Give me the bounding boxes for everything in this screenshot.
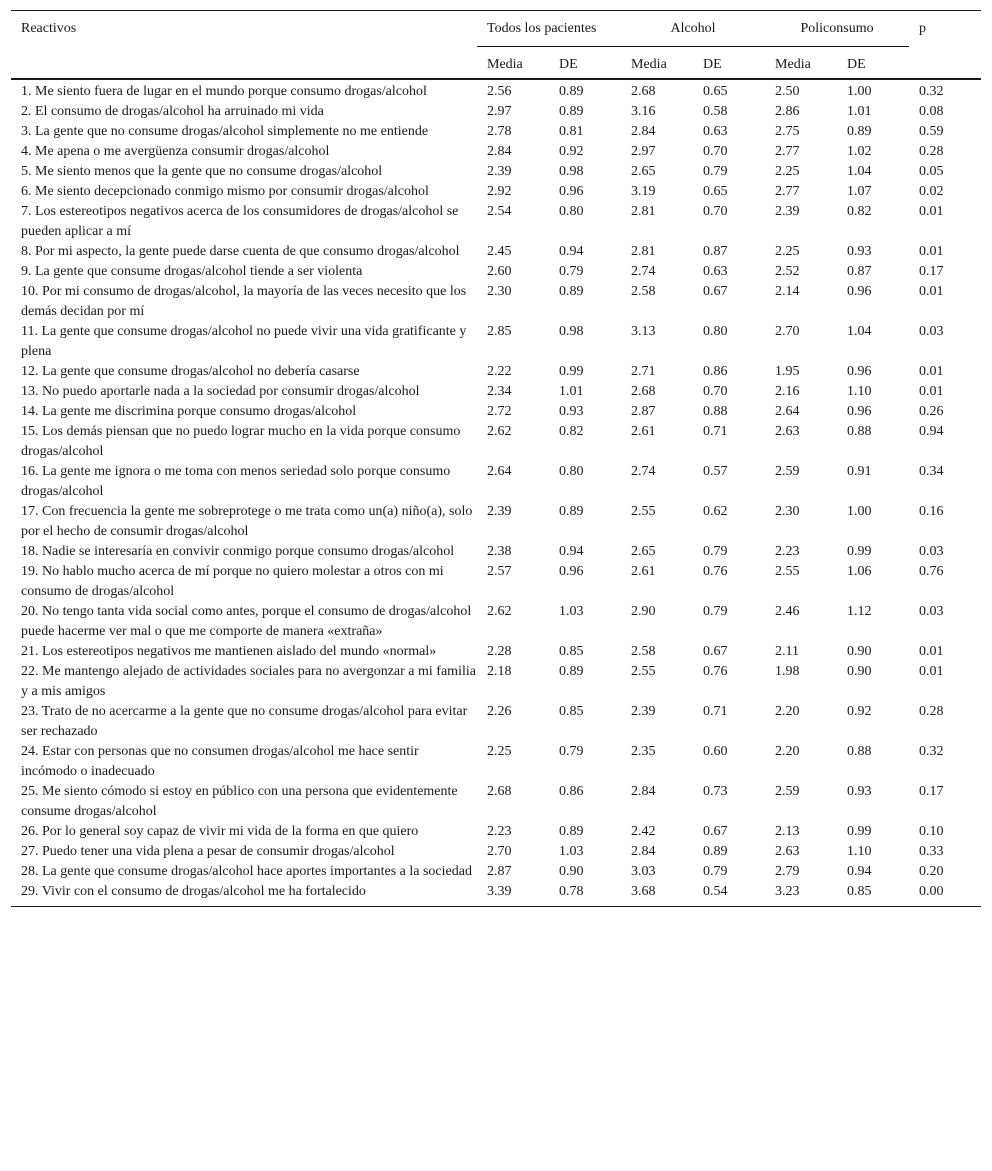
p-value-cell: 0.01 bbox=[919, 664, 944, 679]
item-cell: 5. Me siento menos que la gente que no consume drogas/alcohol bbox=[21, 164, 383, 179]
item-cell: 3. La gente que no consume drogas/alcohol simplemente no me entiende bbox=[21, 124, 429, 139]
table-row bbox=[11, 362, 981, 382]
all-mean-cell: 2.85 bbox=[487, 324, 512, 339]
table-row bbox=[11, 182, 981, 202]
item-cell: 29. Vivir con el consumo de drogas/alcohol me ha fortalecido bbox=[21, 884, 366, 899]
p-value-cell: 0.03 bbox=[919, 604, 944, 619]
alc-mean-cell: 2.84 bbox=[631, 784, 656, 799]
all-sd-cell: 0.89 bbox=[559, 84, 584, 99]
item-cell: 16. La gente me ignora o me toma con menos seriedad solo porque consumo drogas/alcohol bbox=[21, 464, 451, 499]
p-value-cell: 0.28 bbox=[919, 704, 944, 719]
alc-mean-cell: 2.71 bbox=[631, 364, 656, 379]
table-row bbox=[11, 402, 981, 422]
p-value-cell: 0.01 bbox=[919, 284, 944, 299]
alc-mean-cell: 3.19 bbox=[631, 184, 656, 199]
poly-sd-cell: 1.00 bbox=[847, 84, 872, 99]
all-mean-cell: 2.87 bbox=[487, 864, 512, 879]
poly-sd-cell: 1.01 bbox=[847, 104, 872, 119]
table-row bbox=[11, 882, 981, 907]
all-mean-cell: 2.57 bbox=[487, 564, 512, 579]
alc-sd-cell: 0.62 bbox=[703, 504, 728, 519]
header-p: p bbox=[919, 21, 927, 36]
alc-mean-cell: 2.65 bbox=[631, 164, 656, 179]
alc-sd-cell: 0.63 bbox=[703, 264, 728, 279]
poly-sd-cell: 0.85 bbox=[847, 884, 872, 899]
poly-sd-cell: 1.04 bbox=[847, 164, 872, 179]
header-group-alcohol-label: Alcohol bbox=[621, 19, 765, 47]
all-mean-cell: 2.54 bbox=[487, 204, 512, 219]
header-group-poly bbox=[765, 11, 909, 48]
item-cell: 8. Por mi aspecto, la gente puede darse cuenta de que consumo drogas/alcohol bbox=[21, 244, 460, 259]
table-row bbox=[11, 502, 981, 542]
table-row bbox=[11, 562, 981, 602]
p-value-cell: 0.34 bbox=[919, 464, 944, 479]
p-value-cell: 0.32 bbox=[919, 744, 944, 759]
all-mean-cell: 2.39 bbox=[487, 504, 512, 519]
p-value-cell: 0.59 bbox=[919, 124, 944, 139]
all-sd-cell: 0.81 bbox=[559, 124, 584, 139]
poly-mean-cell: 2.79 bbox=[775, 864, 800, 879]
table-row bbox=[11, 642, 981, 662]
poly-sd-cell: 1.00 bbox=[847, 504, 872, 519]
alc-sd-cell: 0.79 bbox=[703, 864, 728, 879]
item-cell: 18. Nadie se interesaría en convivir conmigo porque consumo drogas/alcohol bbox=[21, 544, 455, 559]
all-mean-cell: 2.28 bbox=[487, 644, 512, 659]
alc-sd-cell: 0.71 bbox=[703, 424, 728, 439]
alc-sd-cell: 0.88 bbox=[703, 404, 728, 419]
item-cell: 17. Con frecuencia la gente me sobreprotege o me trata como un(a) niño(a), solo por el hecho de consumir drogas/alcohol bbox=[21, 504, 473, 539]
poly-mean-cell: 2.20 bbox=[775, 704, 800, 719]
all-mean-cell: 2.62 bbox=[487, 424, 512, 439]
alc-mean-cell: 2.74 bbox=[631, 464, 656, 479]
table-row bbox=[11, 822, 981, 842]
table-row bbox=[11, 462, 981, 502]
poly-sd-cell: 1.04 bbox=[847, 324, 872, 339]
poly-mean-cell: 2.50 bbox=[775, 84, 800, 99]
p-value-cell: 0.76 bbox=[919, 564, 944, 579]
table-row bbox=[11, 862, 981, 882]
item-cell: 6. Me siento decepcionado conmigo mismo por consumir drogas/alcohol bbox=[21, 184, 429, 199]
header-poly-sd: DE bbox=[847, 57, 866, 72]
poly-mean-cell: 2.63 bbox=[775, 424, 800, 439]
item-cell: 12. La gente que consume drogas/alcohol no debería casarse bbox=[21, 364, 360, 379]
table-row bbox=[11, 262, 981, 282]
poly-mean-cell: 2.64 bbox=[775, 404, 800, 419]
all-mean-cell: 2.62 bbox=[487, 604, 512, 619]
alc-mean-cell: 2.84 bbox=[631, 124, 656, 139]
item-cell: 25. Me siento cómodo si estoy en público con una persona que evidentemente consume drogas/alcohol bbox=[21, 784, 458, 819]
all-sd-cell: 0.98 bbox=[559, 164, 584, 179]
item-cell: 28. La gente que consume drogas/alcohol hace aportes importantes a la sociedad bbox=[21, 864, 472, 879]
all-mean-cell: 2.22 bbox=[487, 364, 512, 379]
alc-sd-cell: 0.79 bbox=[703, 164, 728, 179]
header-reactivos: Reactivos bbox=[21, 21, 77, 36]
alc-mean-cell: 2.39 bbox=[631, 704, 656, 719]
table-row bbox=[11, 382, 981, 402]
p-value-cell: 0.16 bbox=[919, 504, 944, 519]
all-sd-cell: 0.90 bbox=[559, 864, 584, 879]
all-sd-cell: 0.89 bbox=[559, 664, 584, 679]
table-body bbox=[11, 79, 981, 907]
all-mean-cell: 2.72 bbox=[487, 404, 512, 419]
item-cell: 11. La gente que consume drogas/alcohol no puede vivir una vida gratificante y plena bbox=[21, 324, 467, 359]
results-table bbox=[11, 10, 981, 907]
poly-sd-cell: 0.82 bbox=[847, 204, 872, 219]
poly-sd-cell: 0.90 bbox=[847, 664, 872, 679]
alc-sd-cell: 0.70 bbox=[703, 384, 728, 399]
all-sd-cell: 0.85 bbox=[559, 704, 584, 719]
header-all-sd: DE bbox=[559, 57, 578, 72]
table-row bbox=[11, 322, 981, 362]
poly-mean-cell: 2.46 bbox=[775, 604, 800, 619]
poly-mean-cell: 2.30 bbox=[775, 504, 800, 519]
alc-mean-cell: 3.68 bbox=[631, 884, 656, 899]
poly-sd-cell: 0.89 bbox=[847, 124, 872, 139]
table-row bbox=[11, 702, 981, 742]
poly-mean-cell: 2.55 bbox=[775, 564, 800, 579]
alc-sd-cell: 0.76 bbox=[703, 564, 728, 579]
poly-mean-cell: 1.95 bbox=[775, 364, 800, 379]
alc-sd-cell: 0.67 bbox=[703, 284, 728, 299]
p-value-cell: 0.33 bbox=[919, 844, 944, 859]
alc-sd-cell: 0.79 bbox=[703, 604, 728, 619]
table-row bbox=[11, 662, 981, 702]
p-value-cell: 0.94 bbox=[919, 424, 944, 439]
poly-mean-cell: 2.11 bbox=[775, 644, 800, 659]
alc-sd-cell: 0.79 bbox=[703, 544, 728, 559]
alc-mean-cell: 2.42 bbox=[631, 824, 656, 839]
poly-sd-cell: 0.96 bbox=[847, 404, 872, 419]
alc-mean-cell: 2.97 bbox=[631, 144, 656, 159]
all-sd-cell: 0.89 bbox=[559, 104, 584, 119]
poly-mean-cell: 2.52 bbox=[775, 264, 800, 279]
table-row bbox=[11, 842, 981, 862]
alc-sd-cell: 0.87 bbox=[703, 244, 728, 259]
poly-sd-cell: 1.10 bbox=[847, 384, 872, 399]
table-row bbox=[11, 142, 981, 162]
all-sd-cell: 0.96 bbox=[559, 564, 584, 579]
all-mean-cell: 2.64 bbox=[487, 464, 512, 479]
header-group-poly-label: Policonsumo bbox=[765, 19, 909, 47]
all-mean-cell: 2.84 bbox=[487, 144, 512, 159]
all-mean-cell: 2.70 bbox=[487, 844, 512, 859]
table-row bbox=[11, 282, 981, 322]
all-mean-cell: 3.39 bbox=[487, 884, 512, 899]
all-sd-cell: 0.89 bbox=[559, 504, 584, 519]
poly-mean-cell: 2.77 bbox=[775, 144, 800, 159]
all-mean-cell: 2.34 bbox=[487, 384, 512, 399]
table-row bbox=[11, 742, 981, 782]
all-mean-cell: 2.97 bbox=[487, 104, 512, 119]
p-value-cell: 0.01 bbox=[919, 364, 944, 379]
alc-sd-cell: 0.71 bbox=[703, 704, 728, 719]
alc-sd-cell: 0.60 bbox=[703, 744, 728, 759]
table-row bbox=[11, 422, 981, 462]
poly-mean-cell: 2.59 bbox=[775, 784, 800, 799]
alc-mean-cell: 2.81 bbox=[631, 244, 656, 259]
poly-mean-cell: 2.63 bbox=[775, 844, 800, 859]
poly-sd-cell: 0.87 bbox=[847, 264, 872, 279]
alc-sd-cell: 0.70 bbox=[703, 204, 728, 219]
all-mean-cell: 2.92 bbox=[487, 184, 512, 199]
poly-sd-cell: 0.96 bbox=[847, 364, 872, 379]
poly-sd-cell: 0.99 bbox=[847, 824, 872, 839]
table-row bbox=[11, 602, 981, 642]
all-mean-cell: 2.78 bbox=[487, 124, 512, 139]
p-value-cell: 0.32 bbox=[919, 84, 944, 99]
table-row bbox=[11, 79, 981, 102]
item-cell: 27. Puedo tener una vida plena a pesar de consumir drogas/alcohol bbox=[21, 844, 395, 859]
all-sd-cell: 1.01 bbox=[559, 384, 584, 399]
poly-sd-cell: 0.94 bbox=[847, 864, 872, 879]
all-sd-cell: 0.82 bbox=[559, 424, 584, 439]
all-sd-cell: 0.79 bbox=[559, 744, 584, 759]
poly-mean-cell: 2.13 bbox=[775, 824, 800, 839]
alc-mean-cell: 2.55 bbox=[631, 664, 656, 679]
all-sd-cell: 0.94 bbox=[559, 544, 584, 559]
alc-sd-cell: 0.80 bbox=[703, 324, 728, 339]
alc-mean-cell: 2.58 bbox=[631, 644, 656, 659]
item-cell: 13. No puedo aportarle nada a la sociedad por consumir drogas/alcohol bbox=[21, 384, 420, 399]
poly-sd-cell: 0.93 bbox=[847, 784, 872, 799]
item-cell: 19. No hablo mucho acerca de mí porque no quiero molestar a otros con mi consumo de drogas/alcohol bbox=[21, 564, 444, 599]
alc-sd-cell: 0.63 bbox=[703, 124, 728, 139]
alc-sd-cell: 0.67 bbox=[703, 824, 728, 839]
all-mean-cell: 2.68 bbox=[487, 784, 512, 799]
p-value-cell: 0.17 bbox=[919, 264, 944, 279]
p-value-cell: 0.28 bbox=[919, 144, 944, 159]
poly-mean-cell: 2.59 bbox=[775, 464, 800, 479]
all-sd-cell: 0.99 bbox=[559, 364, 584, 379]
alc-sd-cell: 0.70 bbox=[703, 144, 728, 159]
header-group-all bbox=[477, 11, 621, 48]
table-row bbox=[11, 102, 981, 122]
all-sd-cell: 1.03 bbox=[559, 844, 584, 859]
poly-sd-cell: 1.12 bbox=[847, 604, 872, 619]
alc-mean-cell: 2.74 bbox=[631, 264, 656, 279]
poly-sd-cell: 0.90 bbox=[847, 644, 872, 659]
all-sd-cell: 0.80 bbox=[559, 204, 584, 219]
alc-sd-cell: 0.65 bbox=[703, 184, 728, 199]
poly-sd-cell: 0.93 bbox=[847, 244, 872, 259]
alc-sd-cell: 0.54 bbox=[703, 884, 728, 899]
item-cell: 1. Me siento fuera de lugar en el mundo porque consumo drogas/alcohol bbox=[21, 84, 427, 99]
poly-mean-cell: 2.14 bbox=[775, 284, 800, 299]
poly-mean-cell: 2.20 bbox=[775, 744, 800, 759]
item-cell: 14. La gente me discrimina porque consumo drogas/alcohol bbox=[21, 404, 357, 419]
p-value-cell: 0.02 bbox=[919, 184, 944, 199]
alc-mean-cell: 3.03 bbox=[631, 864, 656, 879]
all-mean-cell: 2.38 bbox=[487, 544, 512, 559]
all-sd-cell: 1.03 bbox=[559, 604, 584, 619]
poly-mean-cell: 1.98 bbox=[775, 664, 800, 679]
all-sd-cell: 0.78 bbox=[559, 884, 584, 899]
item-cell: 7. Los estereotipos negativos acerca de los consumidores de drogas/alcohol se pueden aplicar a mí bbox=[21, 204, 459, 239]
poly-mean-cell: 2.16 bbox=[775, 384, 800, 399]
p-value-cell: 0.08 bbox=[919, 104, 944, 119]
poly-mean-cell: 3.23 bbox=[775, 884, 800, 899]
alc-mean-cell: 2.68 bbox=[631, 84, 656, 99]
all-sd-cell: 0.89 bbox=[559, 824, 584, 839]
poly-mean-cell: 2.75 bbox=[775, 124, 800, 139]
p-value-cell: 0.17 bbox=[919, 784, 944, 799]
table-row bbox=[11, 542, 981, 562]
all-mean-cell: 2.18 bbox=[487, 664, 512, 679]
p-value-cell: 0.20 bbox=[919, 864, 944, 879]
poly-mean-cell: 2.70 bbox=[775, 324, 800, 339]
all-mean-cell: 2.26 bbox=[487, 704, 512, 719]
all-mean-cell: 2.23 bbox=[487, 824, 512, 839]
poly-sd-cell: 0.92 bbox=[847, 704, 872, 719]
alc-mean-cell: 2.87 bbox=[631, 404, 656, 419]
item-cell: 23. Trato de no acercarme a la gente que no consume drogas/alcohol para evitar ser rechazado bbox=[21, 704, 468, 739]
p-value-cell: 0.01 bbox=[919, 204, 944, 219]
alc-mean-cell: 2.84 bbox=[631, 844, 656, 859]
alc-mean-cell: 3.16 bbox=[631, 104, 656, 119]
item-cell: 22. Me mantengo alejado de actividades sociales para no avergonzar a mi familia y a mis amigos bbox=[21, 664, 476, 699]
alc-mean-cell: 2.61 bbox=[631, 424, 656, 439]
item-cell: 9. La gente que consume drogas/alcohol tiende a ser violenta bbox=[21, 264, 363, 279]
header-poly-mean: Media bbox=[775, 57, 811, 72]
item-cell: 2. El consumo de drogas/alcohol ha arruinado mi vida bbox=[21, 104, 324, 119]
item-cell: 21. Los estereotipos negativos me mantienen aislado del mundo «normal» bbox=[21, 644, 437, 659]
poly-sd-cell: 0.91 bbox=[847, 464, 872, 479]
poly-sd-cell: 0.88 bbox=[847, 424, 872, 439]
item-cell: 10. Por mi consumo de drogas/alcohol, la mayoría de las veces necesito que los demás decidan por mí bbox=[21, 284, 467, 319]
all-sd-cell: 0.98 bbox=[559, 324, 584, 339]
alc-mean-cell: 2.55 bbox=[631, 504, 656, 519]
item-cell: 15. Los demás piensan que no puedo lograr mucho en la vida porque consumo drogas/alcohol bbox=[21, 424, 461, 459]
poly-sd-cell: 1.02 bbox=[847, 144, 872, 159]
table-row bbox=[11, 122, 981, 142]
item-cell: 4. Me apena o me avergüenza consumir drogas/alcohol bbox=[21, 144, 330, 159]
header-group-alcohol bbox=[621, 11, 765, 48]
all-sd-cell: 0.85 bbox=[559, 644, 584, 659]
alc-sd-cell: 0.65 bbox=[703, 84, 728, 99]
all-sd-cell: 0.93 bbox=[559, 404, 584, 419]
p-value-cell: 0.00 bbox=[919, 884, 944, 899]
header-alc-mean: Media bbox=[631, 57, 667, 72]
all-sd-cell: 0.96 bbox=[559, 184, 584, 199]
alc-mean-cell: 3.13 bbox=[631, 324, 656, 339]
alc-sd-cell: 0.58 bbox=[703, 104, 728, 119]
item-cell: 24. Estar con personas que no consumen drogas/alcohol me hace sentir incómodo o inadecuado bbox=[21, 744, 419, 779]
table-header bbox=[11, 11, 981, 80]
alc-mean-cell: 2.81 bbox=[631, 204, 656, 219]
poly-sd-cell: 1.07 bbox=[847, 184, 872, 199]
table-row bbox=[11, 202, 981, 242]
header-group-all-label: Todos los pacientes bbox=[477, 19, 621, 47]
alc-sd-cell: 0.57 bbox=[703, 464, 728, 479]
all-mean-cell: 2.45 bbox=[487, 244, 512, 259]
all-sd-cell: 0.79 bbox=[559, 264, 584, 279]
alc-sd-cell: 0.89 bbox=[703, 844, 728, 859]
table-row bbox=[11, 782, 981, 822]
item-cell: 26. Por lo general soy capaz de vivir mi vida de la forma en que quiero bbox=[21, 824, 419, 839]
p-value-cell: 0.26 bbox=[919, 404, 944, 419]
poly-mean-cell: 2.23 bbox=[775, 544, 800, 559]
alc-mean-cell: 2.58 bbox=[631, 284, 656, 299]
poly-sd-cell: 0.96 bbox=[847, 284, 872, 299]
table-row bbox=[11, 162, 981, 182]
alc-sd-cell: 0.86 bbox=[703, 364, 728, 379]
alc-sd-cell: 0.67 bbox=[703, 644, 728, 659]
p-value-cell: 0.03 bbox=[919, 324, 944, 339]
alc-mean-cell: 2.68 bbox=[631, 384, 656, 399]
all-mean-cell: 2.30 bbox=[487, 284, 512, 299]
poly-mean-cell: 2.25 bbox=[775, 164, 800, 179]
p-value-cell: 0.01 bbox=[919, 384, 944, 399]
alc-mean-cell: 2.65 bbox=[631, 544, 656, 559]
all-sd-cell: 0.80 bbox=[559, 464, 584, 479]
all-sd-cell: 0.92 bbox=[559, 144, 584, 159]
alc-mean-cell: 2.61 bbox=[631, 564, 656, 579]
poly-sd-cell: 0.99 bbox=[847, 544, 872, 559]
poly-mean-cell: 2.39 bbox=[775, 204, 800, 219]
all-sd-cell: 0.89 bbox=[559, 284, 584, 299]
alc-sd-cell: 0.76 bbox=[703, 664, 728, 679]
alc-mean-cell: 2.90 bbox=[631, 604, 656, 619]
all-mean-cell: 2.60 bbox=[487, 264, 512, 279]
p-value-cell: 0.05 bbox=[919, 164, 944, 179]
alc-sd-cell: 0.73 bbox=[703, 784, 728, 799]
p-value-cell: 0.03 bbox=[919, 544, 944, 559]
item-cell: 20. No tengo tanta vida social como antes, porque el consumo de drogas/alcohol puede hacerme ver mal o que me comporte de manera «extraña» bbox=[21, 604, 472, 639]
all-sd-cell: 0.86 bbox=[559, 784, 584, 799]
p-value-cell: 0.01 bbox=[919, 644, 944, 659]
header-alc-sd: DE bbox=[703, 57, 722, 72]
alc-mean-cell: 2.35 bbox=[631, 744, 656, 759]
poly-mean-cell: 2.86 bbox=[775, 104, 800, 119]
poly-sd-cell: 1.06 bbox=[847, 564, 872, 579]
p-value-cell: 0.10 bbox=[919, 824, 944, 839]
header-all-mean: Media bbox=[487, 57, 523, 72]
poly-mean-cell: 2.25 bbox=[775, 244, 800, 259]
all-mean-cell: 2.39 bbox=[487, 164, 512, 179]
all-mean-cell: 2.56 bbox=[487, 84, 512, 99]
all-mean-cell: 2.25 bbox=[487, 744, 512, 759]
p-value-cell: 0.01 bbox=[919, 244, 944, 259]
poly-mean-cell: 2.77 bbox=[775, 184, 800, 199]
all-sd-cell: 0.94 bbox=[559, 244, 584, 259]
table-row bbox=[11, 242, 981, 262]
poly-sd-cell: 0.88 bbox=[847, 744, 872, 759]
poly-sd-cell: 1.10 bbox=[847, 844, 872, 859]
